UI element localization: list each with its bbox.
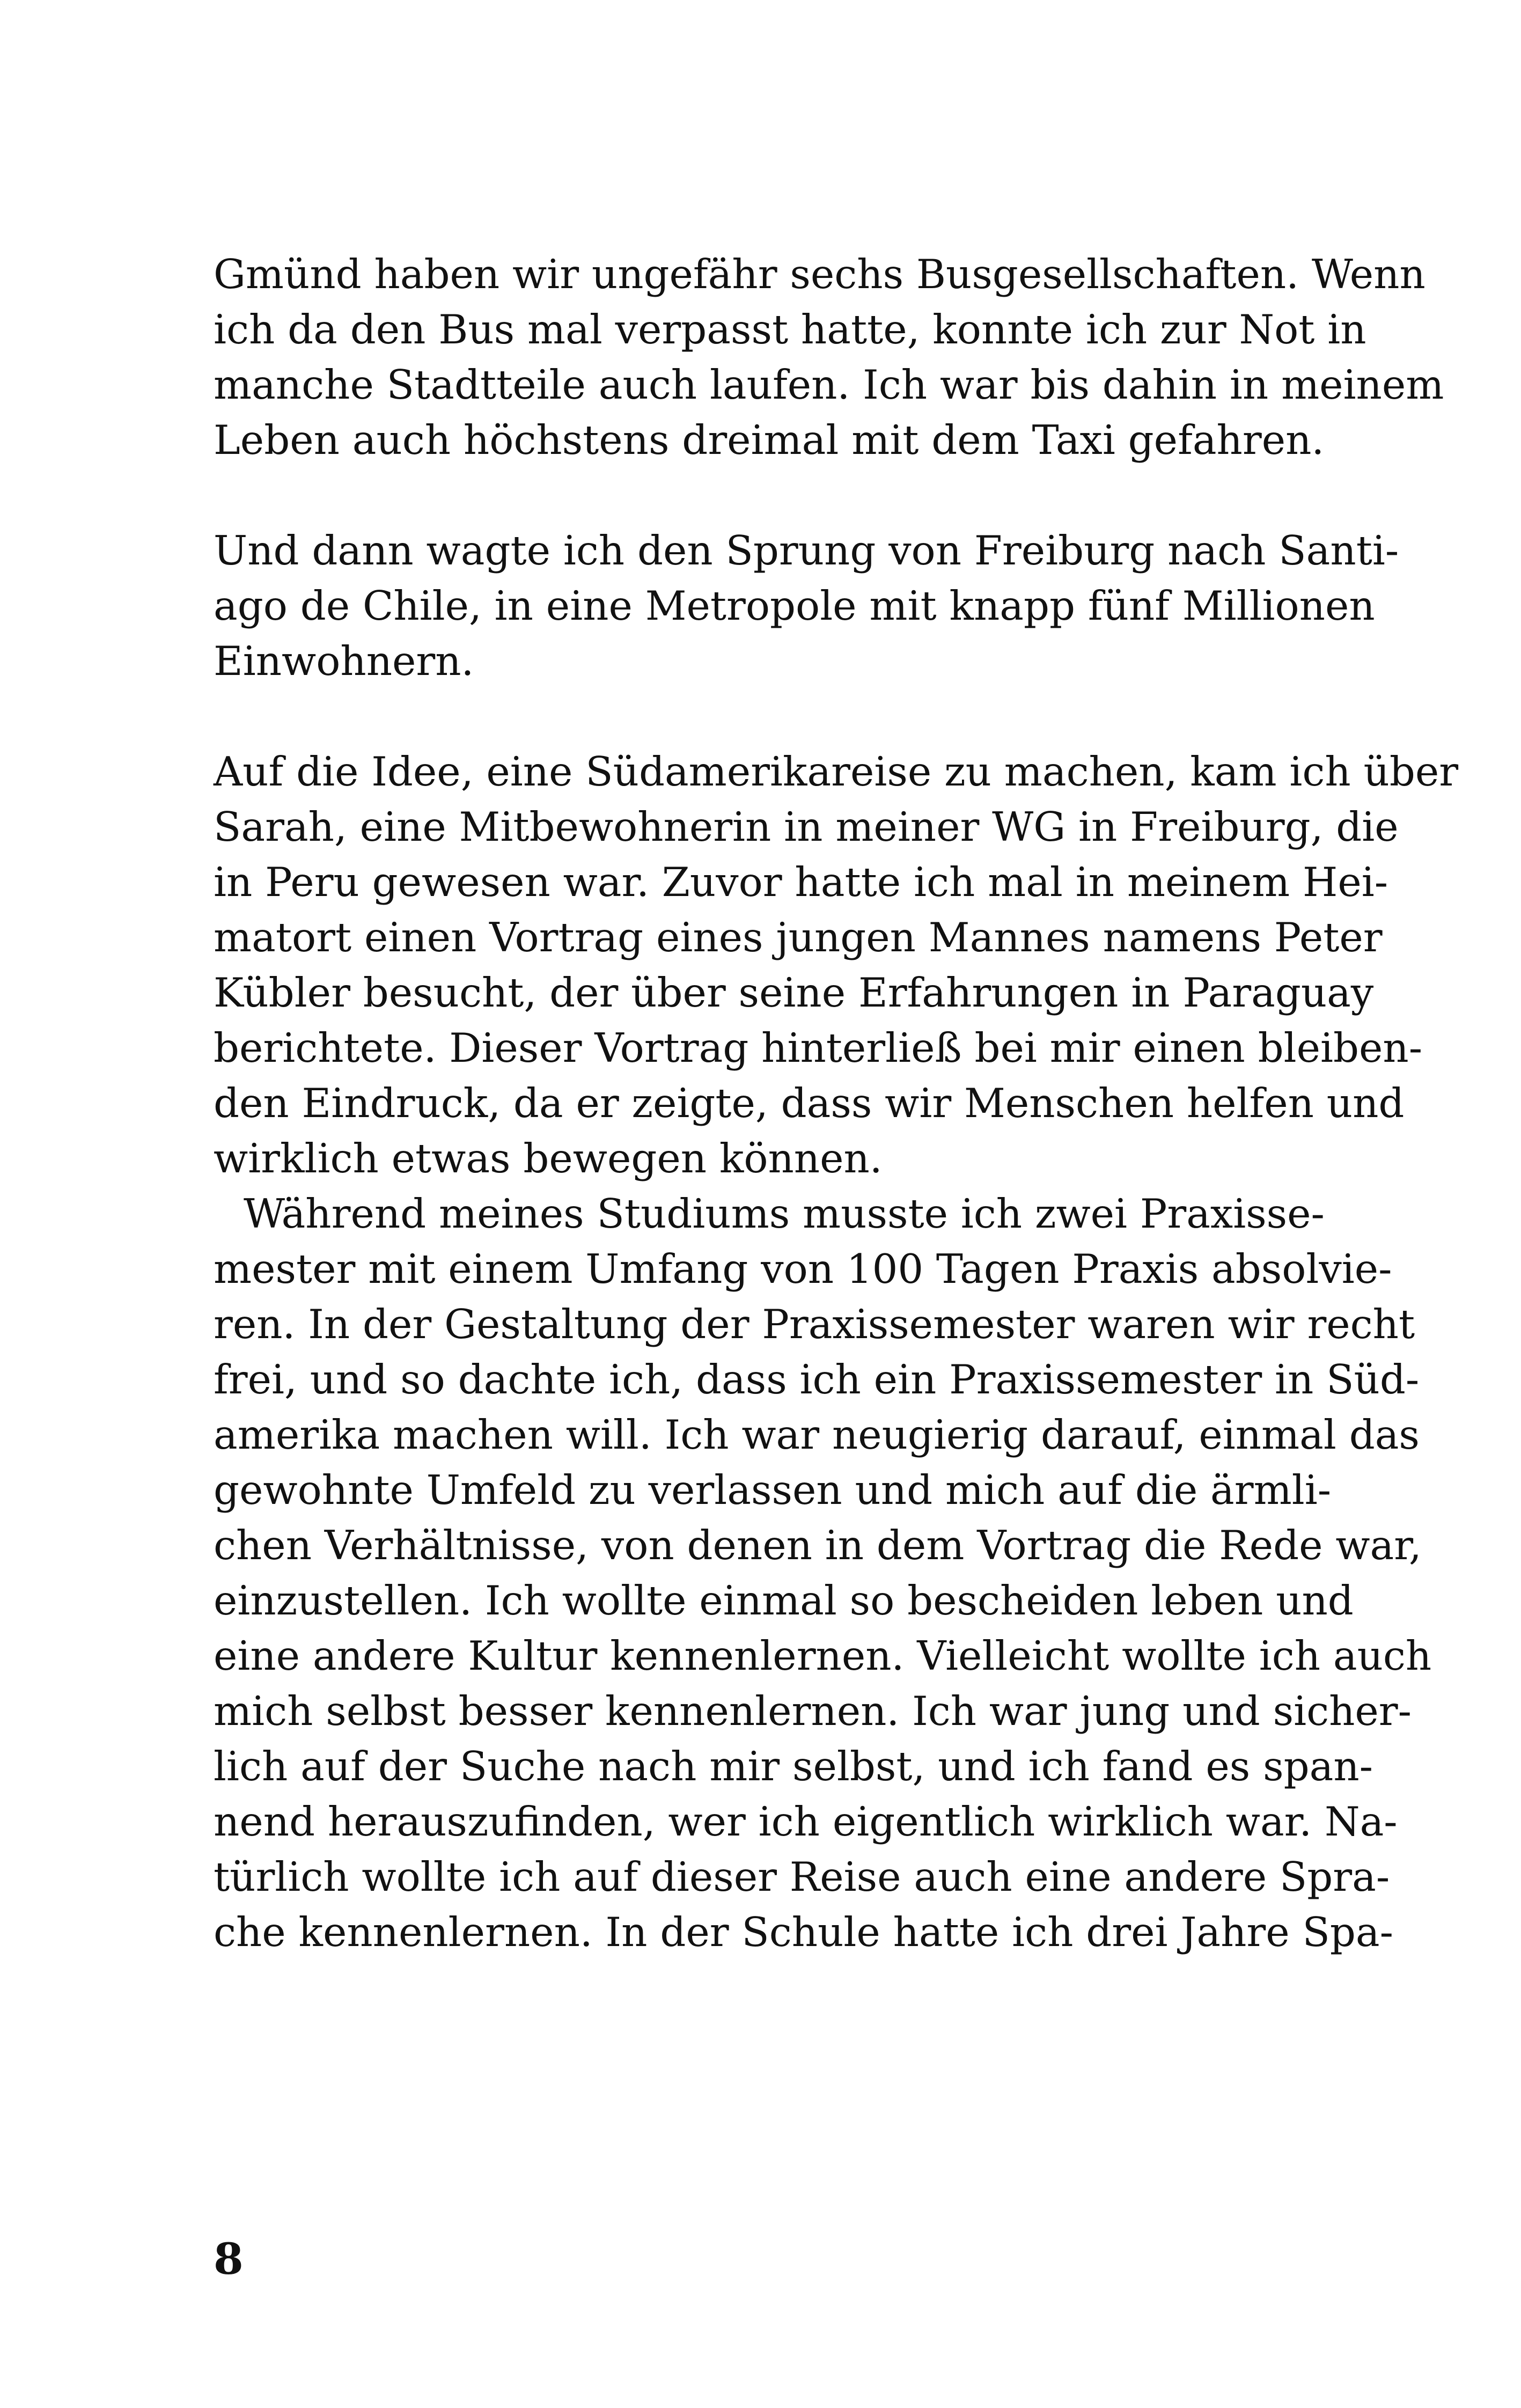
text-line: einzustellen. Ich wollte einmal so bescheiden leben und xyxy=(214,1577,1354,1624)
text-line: Leben auch höchstens dreimal mit dem Taxi gefahren. xyxy=(214,416,1325,464)
text-line: ich da den Bus mal verpasst hatte, konnte ich zur Not in xyxy=(214,306,1366,353)
text-line: ago de Chile, in eine Metropole mit knapp fünf Millionen xyxy=(214,582,1375,629)
text-line: eine andere Kultur kennenlernen. Vielleicht wollte ich auch xyxy=(214,1632,1432,1679)
text-line: che kennenlernen. In der Schule hatte ich drei Jahre Spa- xyxy=(214,1908,1393,1956)
text-line: türlich wollte ich auf dieser Reise auch eine andere Spra- xyxy=(214,1853,1390,1900)
text-line: Auf die Idee, eine Südamerikareise zu machen, kam ich über xyxy=(214,748,1459,795)
paragraph-2 xyxy=(214,523,1399,689)
text-line: frei, und so dachte ich, dass ich ein Praxissemester in Süd- xyxy=(214,1356,1420,1403)
text-line: wirklich etwas bewegen können. xyxy=(214,1135,883,1182)
page-number: 8 xyxy=(214,2234,244,2284)
text-line: mich selbst besser kennenlernen. Ich war jung und sicher- xyxy=(214,1687,1412,1735)
text-line: Gmünd haben wir ungefähr sechs Busgesellschaften. Wenn xyxy=(214,251,1426,298)
text-line: Während meines Studiums musste ich zwei Praxisse- xyxy=(244,1190,1325,1237)
text-line: Einwohnern. xyxy=(214,637,474,685)
text-line: ren. In der Gestaltung der Praxissemester waren wir recht xyxy=(214,1301,1415,1348)
text-line: amerika machen will. Ich war neugierig darauf, einmal das xyxy=(214,1411,1420,1458)
text-line: Und dann wagte ich den Sprung von Freiburg nach Santi- xyxy=(214,527,1399,574)
paragraph-gap xyxy=(214,689,1303,744)
text-line: den Eindruck, da er zeigte, dass wir Menschen helfen und xyxy=(214,1080,1405,1127)
text-line: manche Stadtteile auch laufen. Ich war bis dahin in meinem xyxy=(214,361,1444,408)
text-line: Kübler besucht, der über seine Erfahrungen in Paraguay xyxy=(214,969,1374,1016)
text-line: lich auf der Suche nach mir selbst, und ich fand es span- xyxy=(214,1743,1373,1790)
body-text xyxy=(214,247,1459,1960)
text-line: berichtete. Dieser Vortrag hinterließ bei mir einen bleiben- xyxy=(214,1024,1423,1071)
text-line: gewohnte Umfeld zu verlassen und mich auf die ärmli- xyxy=(214,1466,1332,1514)
text-line: mester mit einem Umfang von 100 Tagen Praxis absolvie- xyxy=(214,1245,1392,1293)
paragraph-4 xyxy=(214,1186,1432,1960)
paragraph-1 xyxy=(214,247,1444,468)
text-line: nend herauszufinden, wer ich eigentlich wirklich war. Na- xyxy=(214,1798,1398,1845)
text-line: chen Verhältnisse, von denen in dem Vortrag die Rede war, xyxy=(214,1522,1422,1569)
paragraph-gap xyxy=(214,468,1303,523)
text-line: matort einen Vortrag eines jungen Mannes namens Peter xyxy=(214,914,1383,961)
paragraph-3 xyxy=(214,744,1459,1186)
text-line: Sarah, eine Mitbewohnerin in meiner WG in Freiburg, die xyxy=(214,803,1399,850)
text-line: in Peru gewesen war. Zuvor hatte ich mal in meinem Hei- xyxy=(214,858,1388,906)
